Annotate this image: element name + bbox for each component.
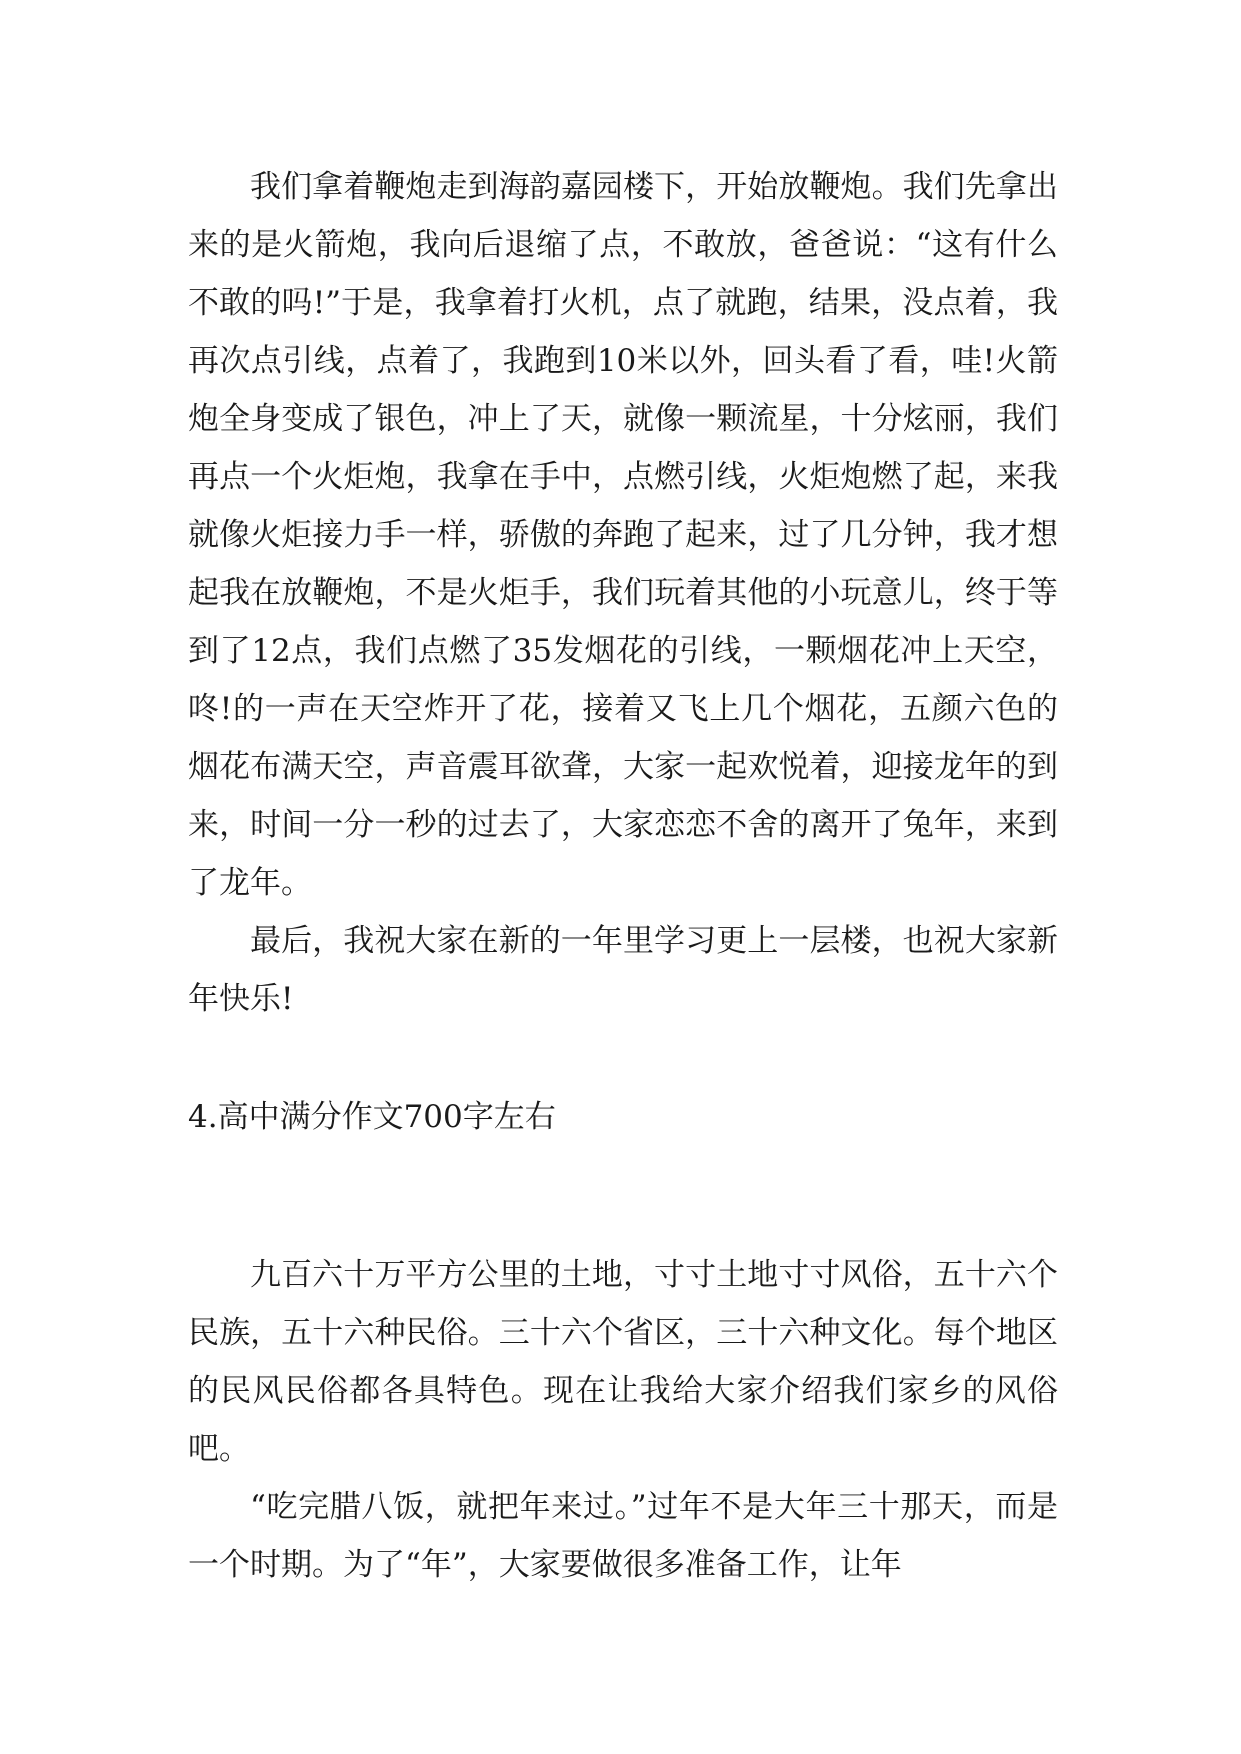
spacer xyxy=(188,1146,1058,1246)
paragraph-new-year-wishes: 最后，我祝大家在新的一年里学习更上一层楼，也祝大家新年快乐! xyxy=(188,923,1058,1017)
section-heading: 4.高中满分作文700字左右 xyxy=(188,1099,556,1135)
spacer xyxy=(188,1028,1058,1088)
paragraph-fireworks: 我们拿着鞭炮走到海韵嘉园楼下，开始放鞭炮。我们先拿出来的是火箭炮，我向后退缩了点，不敢放，爸爸说：“这有什么不敢的吗!”于是，我拿着打火机，点了就跑，结果，没点着，我再次点引线，点着了，我跑到10米以外，回头看了看，哇!火箭炮全身变成了银色，冲上了天，就像一颗流星，十分炫丽，我们再点一个火炬炮，我拿在手中，点燃引线，火炬炮燃了起，来我就像火炬接力手一样，骄傲的奔跑了起来，过了几分钟，我才想起我在放鞭炮，不是火炬手，我们玩着其他的小玩意儿，终于等到了12点，我们点燃了35发烟花的引线，一颗烟花冲上天空，咚!的一声在天空炸开了花，接着又飞上几个烟花，五颜六色的烟花布满天空，声音震耳欲聋，大家一起欢悦着，迎接龙年的到来，时间一分一秒的过去了，大家恋恋不舍的离开了兔年，来到了龙年。 xyxy=(188,169,1058,901)
paragraph-laba: “吃完腊八饭，就把年来过。”过年不是大年三十那天，而是一个时期。为了“年”，大家要做很多准备工作，让年 xyxy=(188,1489,1058,1583)
document-body xyxy=(188,158,1058,1594)
paragraph-customs-intro: 九百六十万平方公里的土地，寸寸土地寸寸风俗，五十六个民族，五十六种民俗。三十六个省区，三十六种文化。每个地区的民风民俗都各具特色。现在让我给大家介绍我们家乡的风俗吧。 xyxy=(188,1257,1058,1467)
